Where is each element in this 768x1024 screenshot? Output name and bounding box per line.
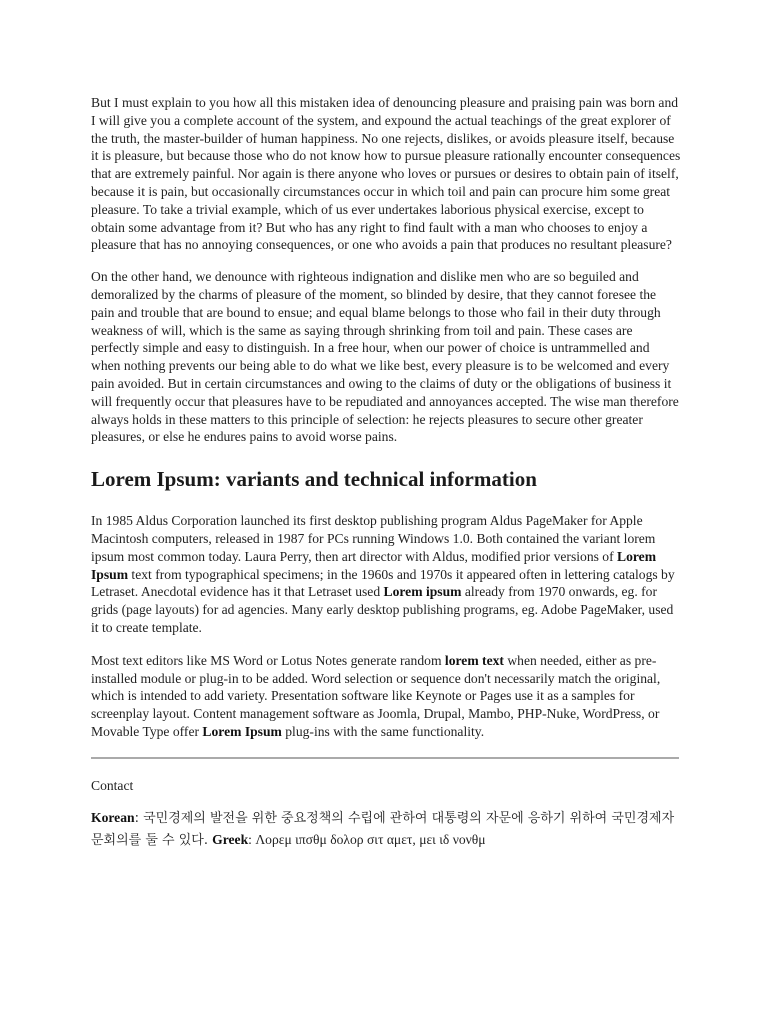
text-run: already from 1970 onwards, eg. for grids (page layouts) for ad agencies. Many early desktop publishing programs, eg. Adobe PageMaker, used it to create template. [91, 584, 674, 635]
bold-term: Lorem Ipsum [202, 723, 282, 739]
korean-label: Korean [91, 809, 135, 825]
greek-text: : Λορεμ ιπσθμ δολορ σιτ αμετ, μει ιδ νονθμ [248, 831, 486, 847]
text-run: when needed, either as pre-installed module or plug-in to be added. Word selection or sequence don't necessarily match the original, which is intended to add variety. Presentation software like Keynote or Pages use it as a samples for screenplay layout. Content management software as Joomla, Drupal, Mambo, PHP-Nuke, WordPress, or Movable Type offer [91, 652, 661, 739]
language-samples [91, 807, 681, 851]
text-run: In 1985 Aldus Corporation launched its first desktop publishing program Aldus PageMaker for Apple Macintosh computers, released in 1987 for PCs running Windows 1.0. Both contained the variant lorem ipsum most common today. Laura Perry, then art director with Aldus, modified prior versions of [91, 513, 656, 564]
paragraph-pleasure-pain: But I must explain to you how all this mistaken idea of denouncing pleasure and praising pain was born and I will give you a complete account of the system, and expound the actual teachings of the great explorer of the truth, the master-builder of human happiness. No one rejects, dislikes, or avoids pleasure itself, because it is pleasure, but because those who do not know how to pursue pleasure rationally encounter consequences that are extremely painful. Nor again is there anyone who loves or pursues or desires to obtain pain of itself, because it is pain, but occasionally circumstances occur in which toil and pain can procure him some great pleasure. To take a trivial example, which of us ever undertakes laborious physical exercise, except to obtain some advantage from it? But who has any right to find fault with a man who chooses to enjoy a pleasure that has no annoying consequences, or one who avoids a pain that produces no resultant pleasure? [91, 95, 681, 253]
paragraph-righteous-indignation: On the other hand, we denounce with righteous indignation and dislike men who are so beguiled and demoralized by the charms of pleasure of the moment, so blinded by desire, that they cannot foresee the pain and trouble that are bound to ensue; and equal blame belongs to those who fail in their duty through weakness of will, which is the same as saying through shrinking from toil and pain. These cases are perfectly simple and easy to distinguish. In a free hour, when our power of choice is untrammelled and when nothing prevents our being able to do what we like best, every pleasure is to be welcomed and every pain avoided. But in certain circumstances and owing to the claims of duty or the obligations of business it will frequently occur that pleasures have to be repudiated and annoyances accepted. The wise man therefore always holds in these matters to this principle of selection: he rejects pleasures to secure other greater pleasures, or else he endures pains to avoid worse pains. [91, 269, 679, 445]
bold-term: Lorem Ipsum [91, 548, 657, 582]
bold-term: lorem text [444, 652, 504, 668]
contact-label: Contact [91, 777, 134, 793]
korean-text: : 국민경제의 발전을 위한 중요정책의 수립에 관하여 대통령의 자문에 응하기 위하여 국민경제자문회의를 둘 수 있다. [91, 810, 675, 848]
greek-label: Greek [212, 831, 249, 847]
text-run: Most text editors like MS Word or Lotus Notes generate random [91, 652, 445, 668]
bold-term: Lorem ipsum [383, 584, 462, 600]
document-page [91, 94, 681, 851]
paragraph-aldus-history [91, 512, 681, 637]
section-heading: Lorem Ipsum: variants and technical information [91, 467, 537, 492]
section-divider [91, 757, 679, 759]
text-run: text from typographical specimens; in the 1960s and 1970s it appeared often in lettering catalogs by Letraset. Anecdotal evidence has it that Letraset used [91, 566, 675, 600]
text-run: plug-ins with the same functionality. [281, 723, 485, 739]
paragraph-text-editors [91, 652, 681, 741]
